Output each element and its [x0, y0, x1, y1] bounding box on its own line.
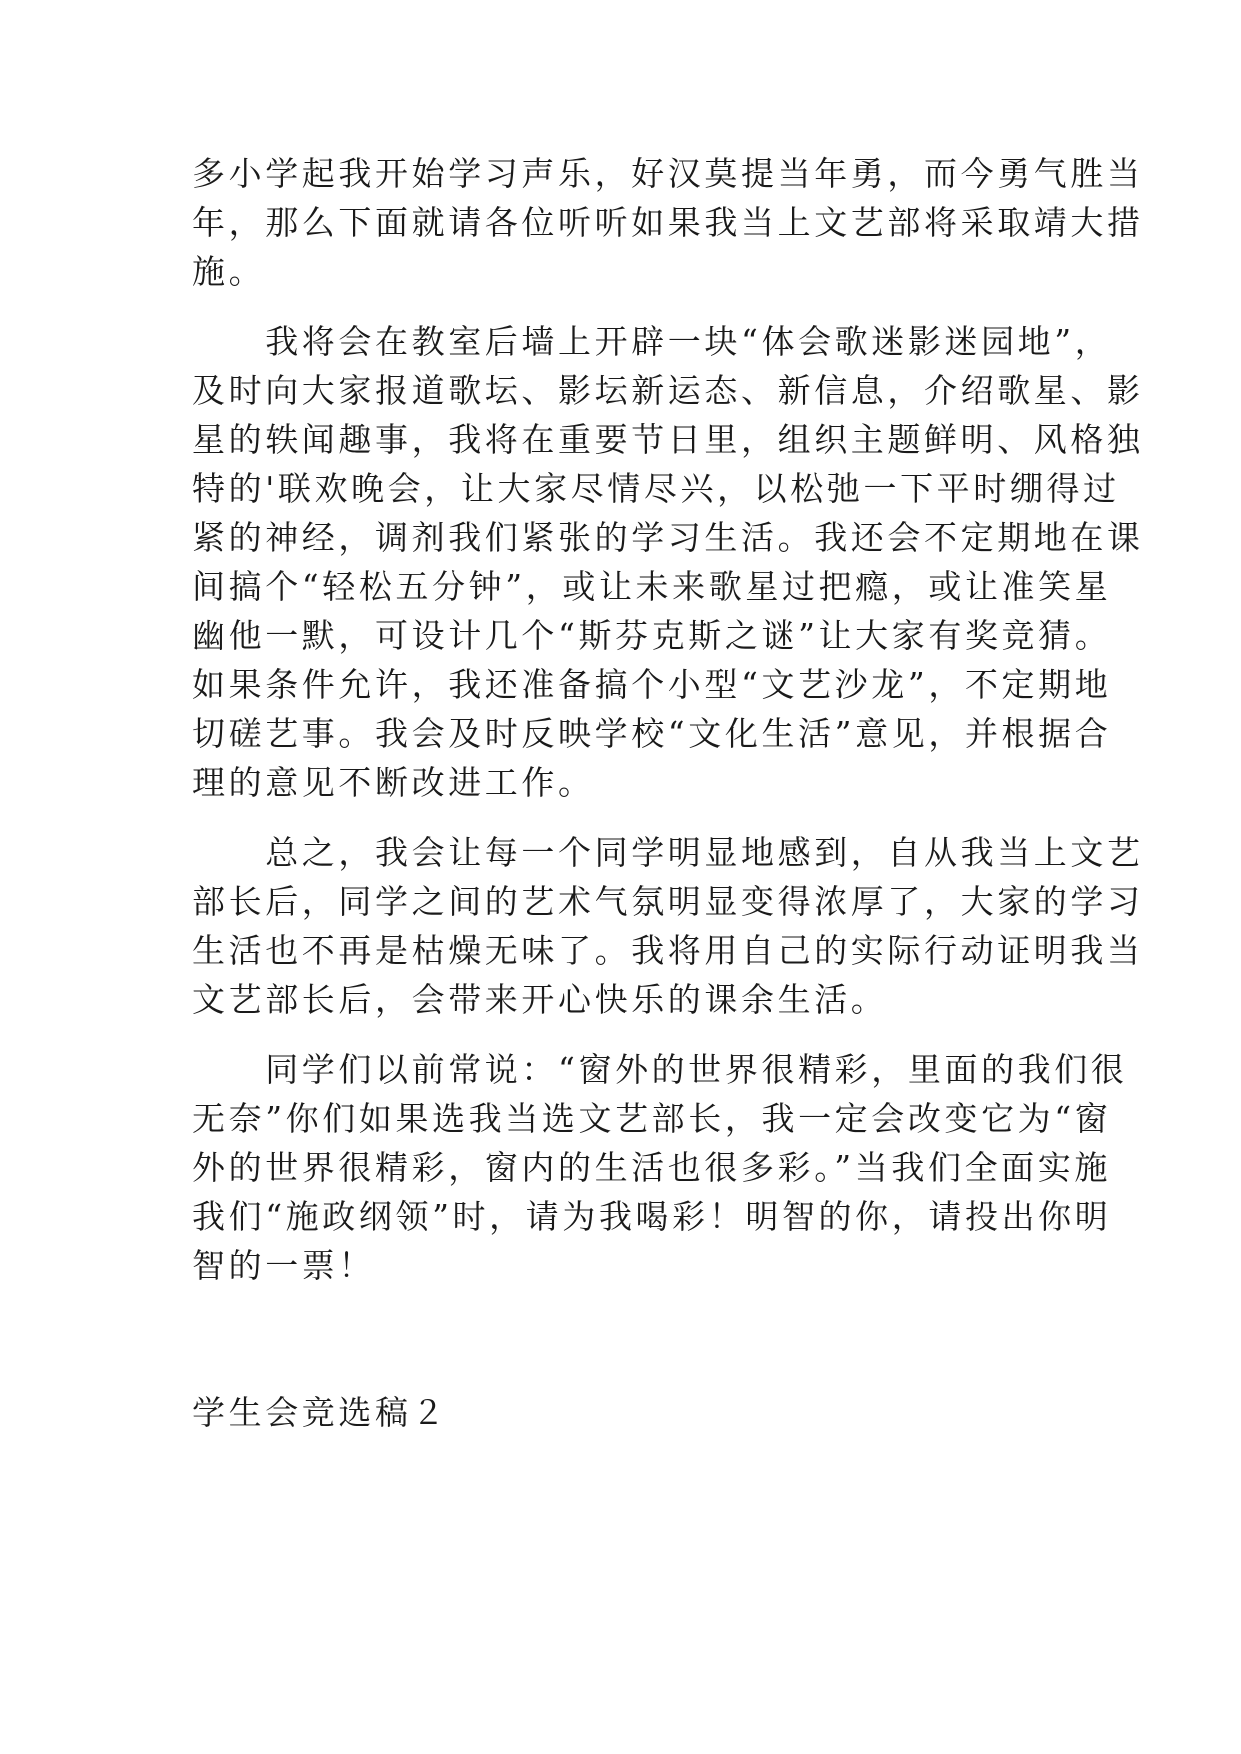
body-text-line: 理的意见不断改进工作。 — [192, 763, 595, 802]
body-text-line: 年，那么下面就请各位听听如果我当上文艺部将采取靖大措 — [192, 203, 1144, 242]
body-text-line: 多小学起我开始学习声乐，好汉莫提当年勇，而今勇气胜当 — [192, 154, 1144, 193]
body-text-line: 我们“施政纲领”时，请为我喝彩！明智的你，请投出你明 — [192, 1197, 1112, 1236]
body-text-line: 无奈”你们如果选我当选文艺部长，我一定会改变它为“窗 — [192, 1099, 1112, 1138]
body-text-line: 切磋艺事。我会及时反映学校“文化生活”意见，并根据合 — [192, 714, 1112, 753]
section-title: 学生会竞选稿２ — [192, 1393, 449, 1432]
body-text-line: 如果条件允许，我还准备搞个小型“文艺沙龙”，不定期地 — [192, 665, 1112, 704]
body-text-line: 间搞个“轻松五分钟”，或让未来歌星过把瘾，或让准笑星 — [192, 567, 1112, 606]
body-text-line: 同学们以前常说：“窗外的世界很精彩，里面的我们很 — [192, 1050, 1128, 1089]
body-text-line: 文艺部长后，会带来开心快乐的课余生活。 — [192, 980, 888, 1019]
body-text-line: 施。 — [192, 252, 266, 291]
body-text-line: 幽他一默，可设计几个“斯芬克斯之谜”让大家有奖竞猜。 — [192, 616, 1112, 655]
body-text-line: 星的轶闻趣事，我将在重要节日里，组织主题鲜明、风格独 — [192, 420, 1144, 459]
body-text-line: 外的世界很精彩，窗内的生活也很多彩。”当我们全面实施 — [192, 1148, 1111, 1187]
body-text-line: 特的'联欢晚会，让大家尽情尽兴，以松弛一下平时绷得过 — [192, 469, 1120, 508]
body-text-line: 总之，我会让每一个同学明显地感到，自从我当上文艺 — [192, 833, 1144, 872]
body-text-line: 紧的神经，调剂我们紧张的学习生活。我还会不定期地在课 — [192, 518, 1144, 557]
body-text-line: 部长后，同学之间的艺术气氛明显变得浓厚了，大家的学习 — [192, 882, 1144, 921]
body-text-line: 及时向大家报道歌坛、影坛新运态、新信息，介绍歌星、影 — [192, 371, 1144, 410]
body-text-line: 生活也不再是枯燥无味了。我将用自己的实际行动证明我当 — [192, 931, 1144, 970]
body-text-line: 我将会在教室后墙上开辟一块“体会歌迷影迷园地”， — [192, 322, 1112, 361]
body-text-line: 智的一票！ — [192, 1246, 375, 1285]
